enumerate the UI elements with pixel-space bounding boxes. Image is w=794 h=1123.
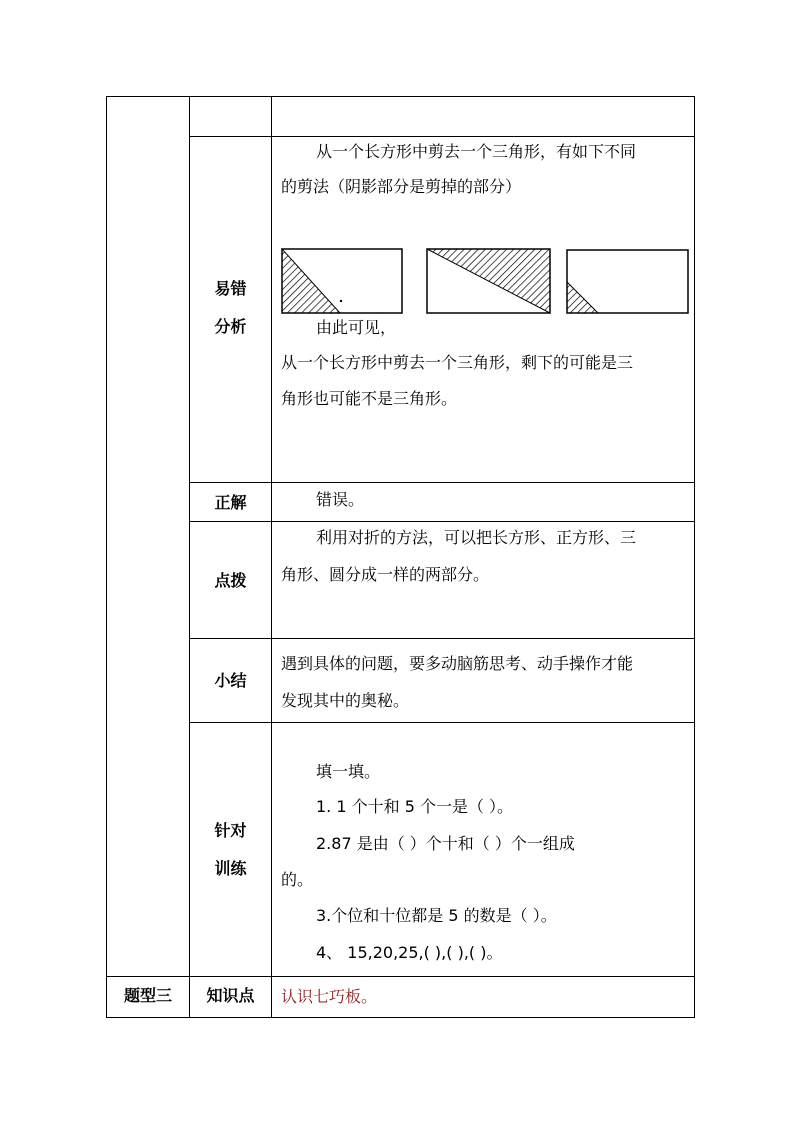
label-tixing-san: 题型三 bbox=[123, 986, 172, 1005]
zhendui-q2b: 的。 bbox=[281, 870, 314, 889]
dianbo-line2: 角形、圆分成一样的两部分。 bbox=[281, 565, 490, 584]
grid-line bbox=[189, 722, 695, 723]
diagram-rect-2 bbox=[427, 249, 550, 313]
zhendui-q1: 1. 1 个十和 5 个一是（ ）。 bbox=[316, 797, 514, 816]
label-zhishidian: 知识点 bbox=[206, 986, 255, 1005]
label-zhengjie: 正解 bbox=[214, 493, 247, 512]
yicuo-line5: 角形也可能不是三角形。 bbox=[281, 389, 458, 408]
label-text: 分析 bbox=[214, 317, 247, 336]
rectangle-cut-diagrams bbox=[278, 244, 692, 318]
label-zhendui-xunlian bbox=[190, 812, 271, 888]
diagram-rect-3 bbox=[567, 250, 688, 313]
yicuo-line4: 从一个长方形中剪去一个三角形，剩下的可能是三 bbox=[281, 353, 634, 372]
zhendui-q2a: 2.87 是由（ ）个十和（ ）个一组成 bbox=[316, 834, 575, 853]
grid-line bbox=[189, 136, 695, 137]
zhendui-q4: 4、 15,20,25,( ),( ),( )。 bbox=[316, 943, 503, 962]
label-text: 易错 bbox=[214, 279, 247, 298]
grid-line bbox=[106, 96, 107, 1018]
yicuo-line3: 由此可见， bbox=[316, 318, 397, 337]
grid-line bbox=[271, 96, 272, 1018]
yicuo-line2: 的剪法（阴影部分是剪掉的部分） bbox=[281, 177, 522, 196]
label-text: 训练 bbox=[214, 859, 247, 878]
diagram-rect-1 bbox=[282, 249, 402, 313]
xiaojie-line2: 发现其中的奥秘。 bbox=[281, 691, 410, 710]
grid-line bbox=[106, 96, 695, 97]
xiaojie-line1: 遇到具体的问题，要多动脑筋思考、动手操作才能 bbox=[281, 654, 634, 673]
label-yicuo-fenxi bbox=[190, 270, 271, 346]
label-xiaojie: 小结 bbox=[214, 671, 247, 690]
label-text: 针对 bbox=[214, 821, 247, 840]
zhendui-q3: 3.个位和十位都是 5 的数是（ ）。 bbox=[316, 906, 557, 925]
dianbo-line1: 利用对折的方法，可以把长方形、正方形、三 bbox=[316, 528, 637, 547]
grid-line bbox=[189, 638, 695, 639]
grid-line bbox=[189, 482, 695, 483]
zhengjie-text: 错误。 bbox=[316, 490, 365, 509]
zhendui-intro: 填一填。 bbox=[316, 762, 381, 781]
grid-line bbox=[694, 96, 695, 1018]
tixing3-text: 认识七巧板。 bbox=[281, 987, 378, 1006]
yicuo-line1: 从一个长方形中剪去一个三角形，有如下不同 bbox=[316, 142, 637, 161]
label-dianbo: 点拨 bbox=[214, 571, 247, 590]
grid-line bbox=[106, 1017, 695, 1018]
